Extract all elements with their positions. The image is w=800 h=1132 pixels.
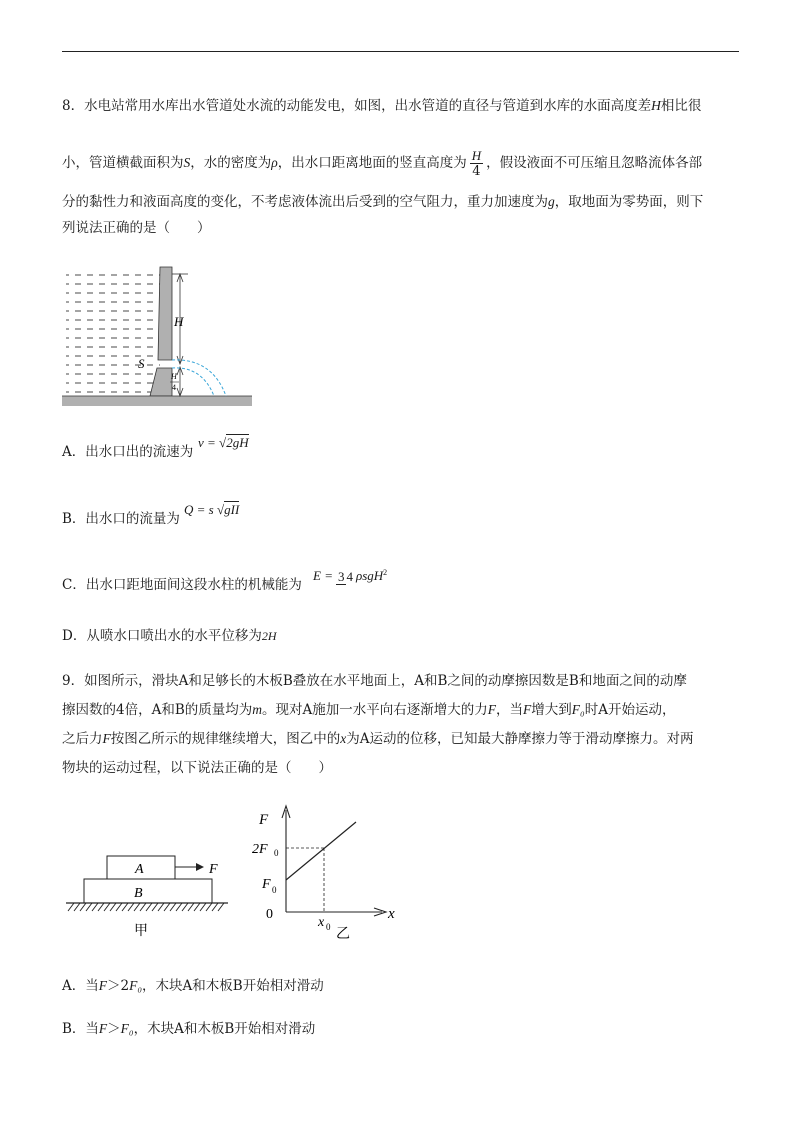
h4-label-num: H bbox=[171, 372, 177, 381]
ground bbox=[62, 396, 252, 406]
header-rule bbox=[62, 51, 739, 52]
q8-line4: 列说法正确的是（ ） bbox=[62, 220, 211, 236]
q9-option-b: B．当F＞F₀，木块A和木板B开始相对滑动 bbox=[62, 1021, 316, 1037]
block-diagram bbox=[62, 845, 232, 940]
f-x-graph bbox=[244, 800, 404, 940]
q8-option-a: A．出水口出的流速为 bbox=[62, 444, 194, 460]
tick-f0-sub: 0 bbox=[272, 885, 277, 895]
series-line bbox=[286, 822, 356, 880]
origin-label: 0 bbox=[266, 907, 273, 922]
q8-line3: 分的黏性力和液面高度的变化，不考虑液体流出后受到的空气阻力，重力加速度为g，取地面为零势面，则下 bbox=[62, 194, 704, 210]
h4-label-den: 4 bbox=[172, 383, 176, 392]
block-a-label: A bbox=[135, 862, 144, 877]
tick-x0: x bbox=[318, 915, 325, 930]
q8-option-b-formula: Q = s √gII bbox=[184, 502, 240, 517]
q8-option-d: D．从喷水口喷出水的水平位移为2H bbox=[62, 628, 277, 644]
tick-x0-sub: 0 bbox=[326, 922, 331, 932]
q9-line3: 之后力F按图乙所示的规律继续增大，图乙中的x为A运动的位移，已知最大静摩擦力等于滑动摩擦力。对两 bbox=[62, 731, 694, 747]
q8-option-b: B．出水口的流量为 bbox=[62, 511, 180, 527]
force-label: F bbox=[209, 862, 218, 877]
q9-line1: 9．如图所示，滑块A和足够长的木板B叠放在水平地面上，A和B之间的动摩擦因数是B和地面之间的动摩 bbox=[62, 673, 687, 689]
ground-hatch bbox=[68, 903, 224, 911]
h-over-4-fraction: $\frac{H}{4}$ bbox=[471, 148, 482, 179]
q8-line2: 小，管道横截面积为S，水的密度为ρ，出水口距离地面的竖直高度为 $\frac{H}{4}$ ，假设液面不可压缩且忽略流体各部 bbox=[62, 148, 703, 179]
q9-line4: 物块的运动过程，以下说法正确的是（ ） bbox=[62, 760, 332, 776]
reservoir-diagram bbox=[62, 262, 252, 410]
board-b bbox=[84, 879, 212, 903]
q9-line2: 擦因数的4倍，A和B的质量均为m。现对A施加一水平向右逐渐增大的力F，当F增大到F₀时A开始运动， bbox=[62, 702, 676, 718]
x-axis-label: x bbox=[388, 906, 395, 922]
board-b-label: B bbox=[134, 886, 143, 901]
tick-2f0: 2F bbox=[252, 842, 268, 857]
q8-option-c: C．出水口距地面间这段水柱的机械能为 bbox=[62, 577, 302, 593]
q8-line1: 8．水电站常用水库出水管道处水流的动能发电，如图，出水管道的直径与管道到水库的水面高度差H相比很 bbox=[62, 98, 702, 114]
q9-option-a: A．当F＞2F₀，木块A和木板B开始相对滑动 bbox=[62, 978, 324, 994]
q8-option-c-formula: E = 3 4 ρsgH$^2$ bbox=[313, 568, 388, 585]
s-label: S bbox=[138, 356, 145, 371]
tick-2f0-sub: 0 bbox=[274, 848, 279, 858]
dam-upper bbox=[158, 267, 172, 360]
h-label: H bbox=[174, 314, 184, 329]
figure-yi-caption: 乙 bbox=[336, 927, 350, 940]
y-axis-label: F bbox=[259, 812, 269, 828]
water-body bbox=[66, 272, 160, 396]
q8-option-a-formula: v = √2gH bbox=[198, 435, 249, 450]
figure-jia-caption: 甲 bbox=[134, 924, 148, 939]
tick-f0: F bbox=[262, 877, 271, 892]
